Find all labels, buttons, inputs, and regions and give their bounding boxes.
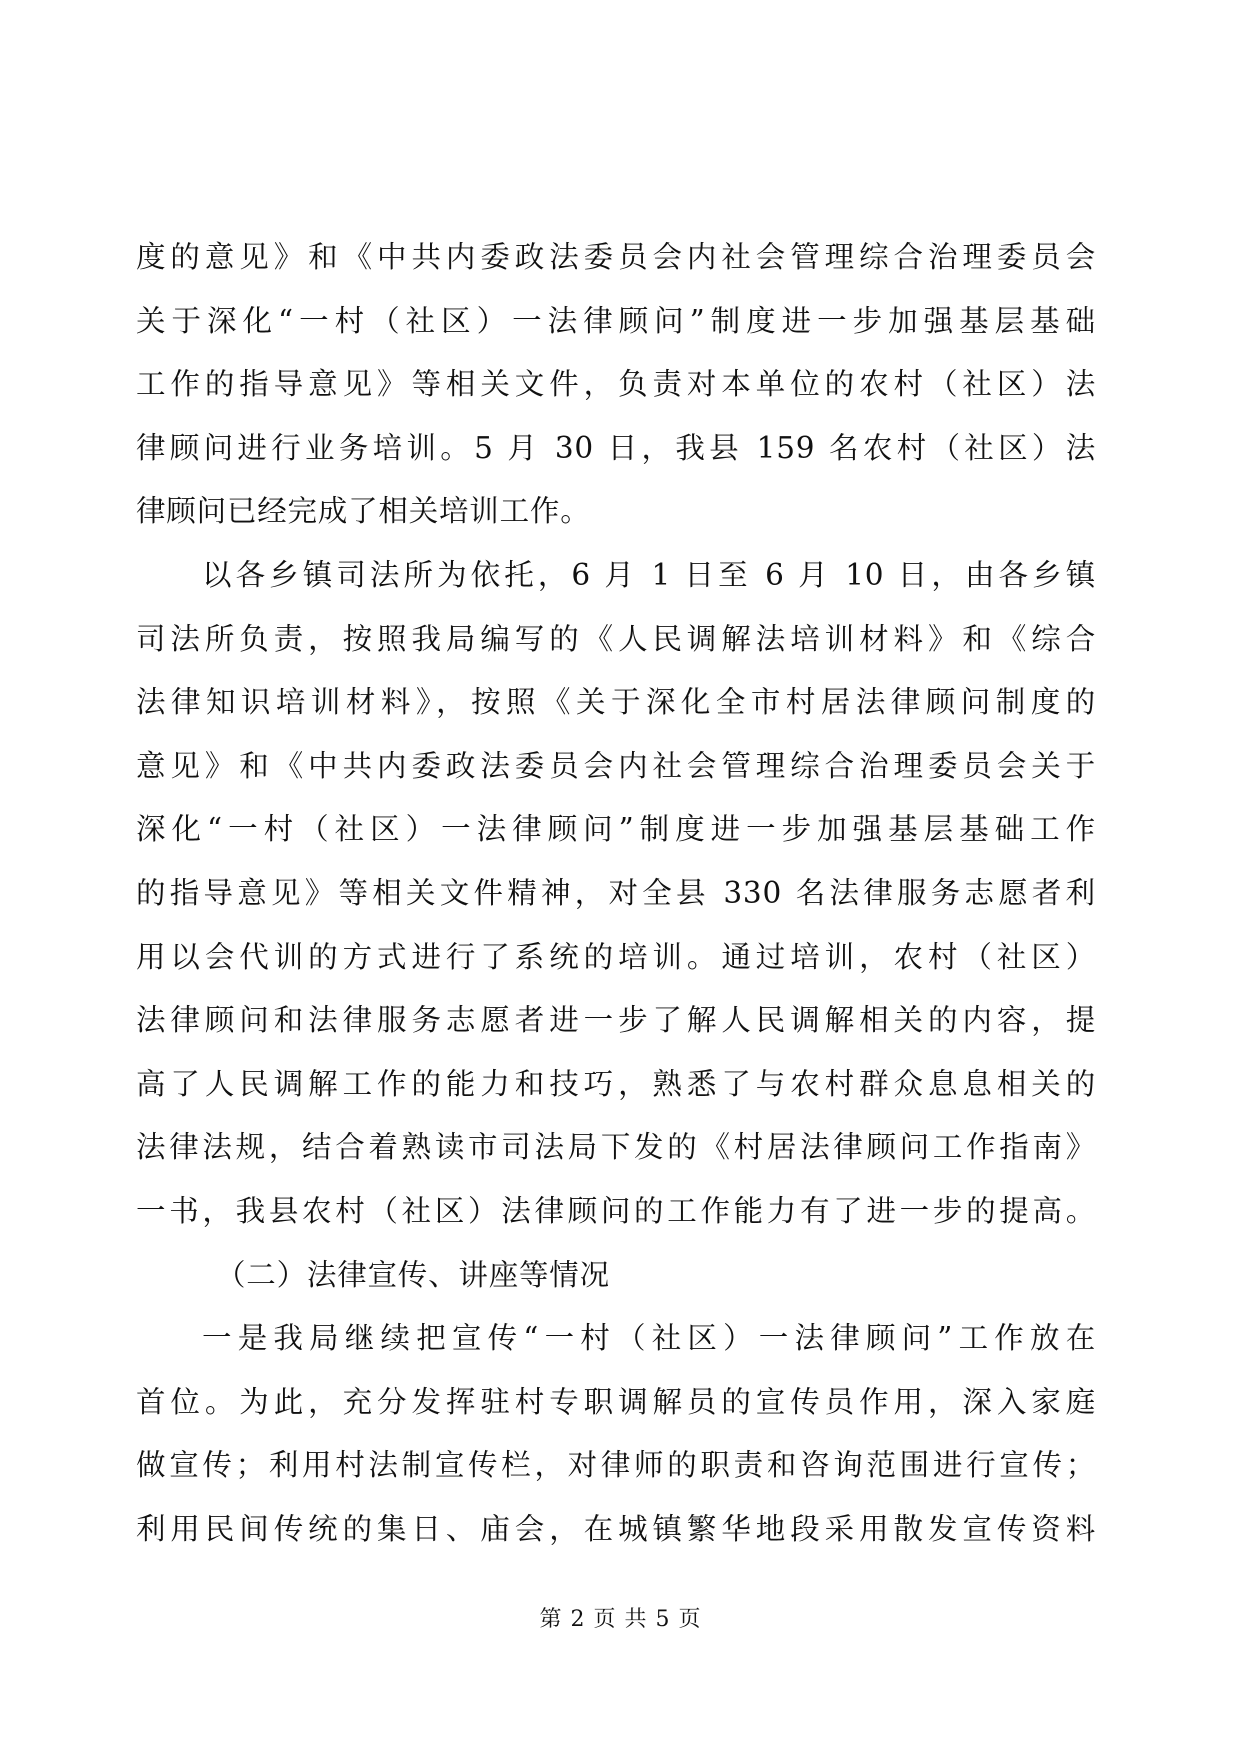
text-line: 关于深化“一村（社区）一法律顾问”制度进一步加强基层基础: [136, 303, 1096, 338]
text-line: 高了人民调解工作的能力和技巧，熟悉了与农村群众息息相关的: [136, 1066, 1096, 1101]
page-number-footer: 第 2 页 共 5 页: [539, 1607, 702, 1632]
text-line: 意见》和《中共内委政法委员会内社会管理综合治理委员会关于: [136, 748, 1096, 783]
text-line: 工作的指导意见》等相关文件，负责对本单位的农村（社区）法: [136, 367, 1096, 402]
text-line: 利用民间传统的集日、庙会，在城镇繁华地段采用散发宣传资料: [136, 1511, 1096, 1546]
text-line: 的指导意见》等相关文件精神，对全县 330 名法律服务志愿者利: [136, 875, 1096, 910]
text-line: 首位。为此，充分发挥驻村专职调解员的宣传员作用，深入家庭: [136, 1384, 1096, 1419]
text-line: 法律法规，结合着熟读市司法局下发的《村居法律顾问工作指南》: [136, 1130, 1096, 1165]
text-line: 用以会代训的方式进行了系统的培训。通过培训，农村（社区）: [136, 939, 1096, 974]
text-line: 法律知识培训材料》，按照《关于深化全市村居法律顾问制度的: [136, 685, 1096, 720]
text-line: 法律顾问和法律服务志愿者进一步了解人民调解相关的内容，提: [136, 1003, 1096, 1038]
text-line: 一书，我县农村（社区）法律顾问的工作能力有了进一步的提高。: [136, 1193, 1096, 1228]
body-text: [136, 226, 1096, 1561]
text-line: 司法所负责，按照我局编写的《人民调解法培训材料》和《综合: [136, 621, 1096, 656]
text-line: 深化“一村（社区）一法律顾问”制度进一步加强基层基础工作: [136, 812, 1096, 847]
text-line: 律顾问已经完成了相关培训工作。: [136, 494, 591, 529]
text-line: 做宣传；利用村法制宣传栏，对律师的职责和咨询范围进行宣传；: [136, 1448, 1096, 1483]
text-line: 一是我局继续把宣传“一村（社区）一法律顾问”工作放在: [202, 1321, 1096, 1356]
text-line: 律顾问进行业务培训。5 月 30 日，我县 159 名农村（社区）法: [136, 430, 1096, 465]
section-heading: （二）法律宣传、讲座等情况: [216, 1257, 610, 1292]
text-line: 度的意见》和《中共内委政法委员会内社会管理综合治理委员会: [136, 240, 1096, 274]
text-line: 以各乡镇司法所为依托，6 月 1 日至 6 月 10 日，由各乡镇: [202, 557, 1096, 592]
